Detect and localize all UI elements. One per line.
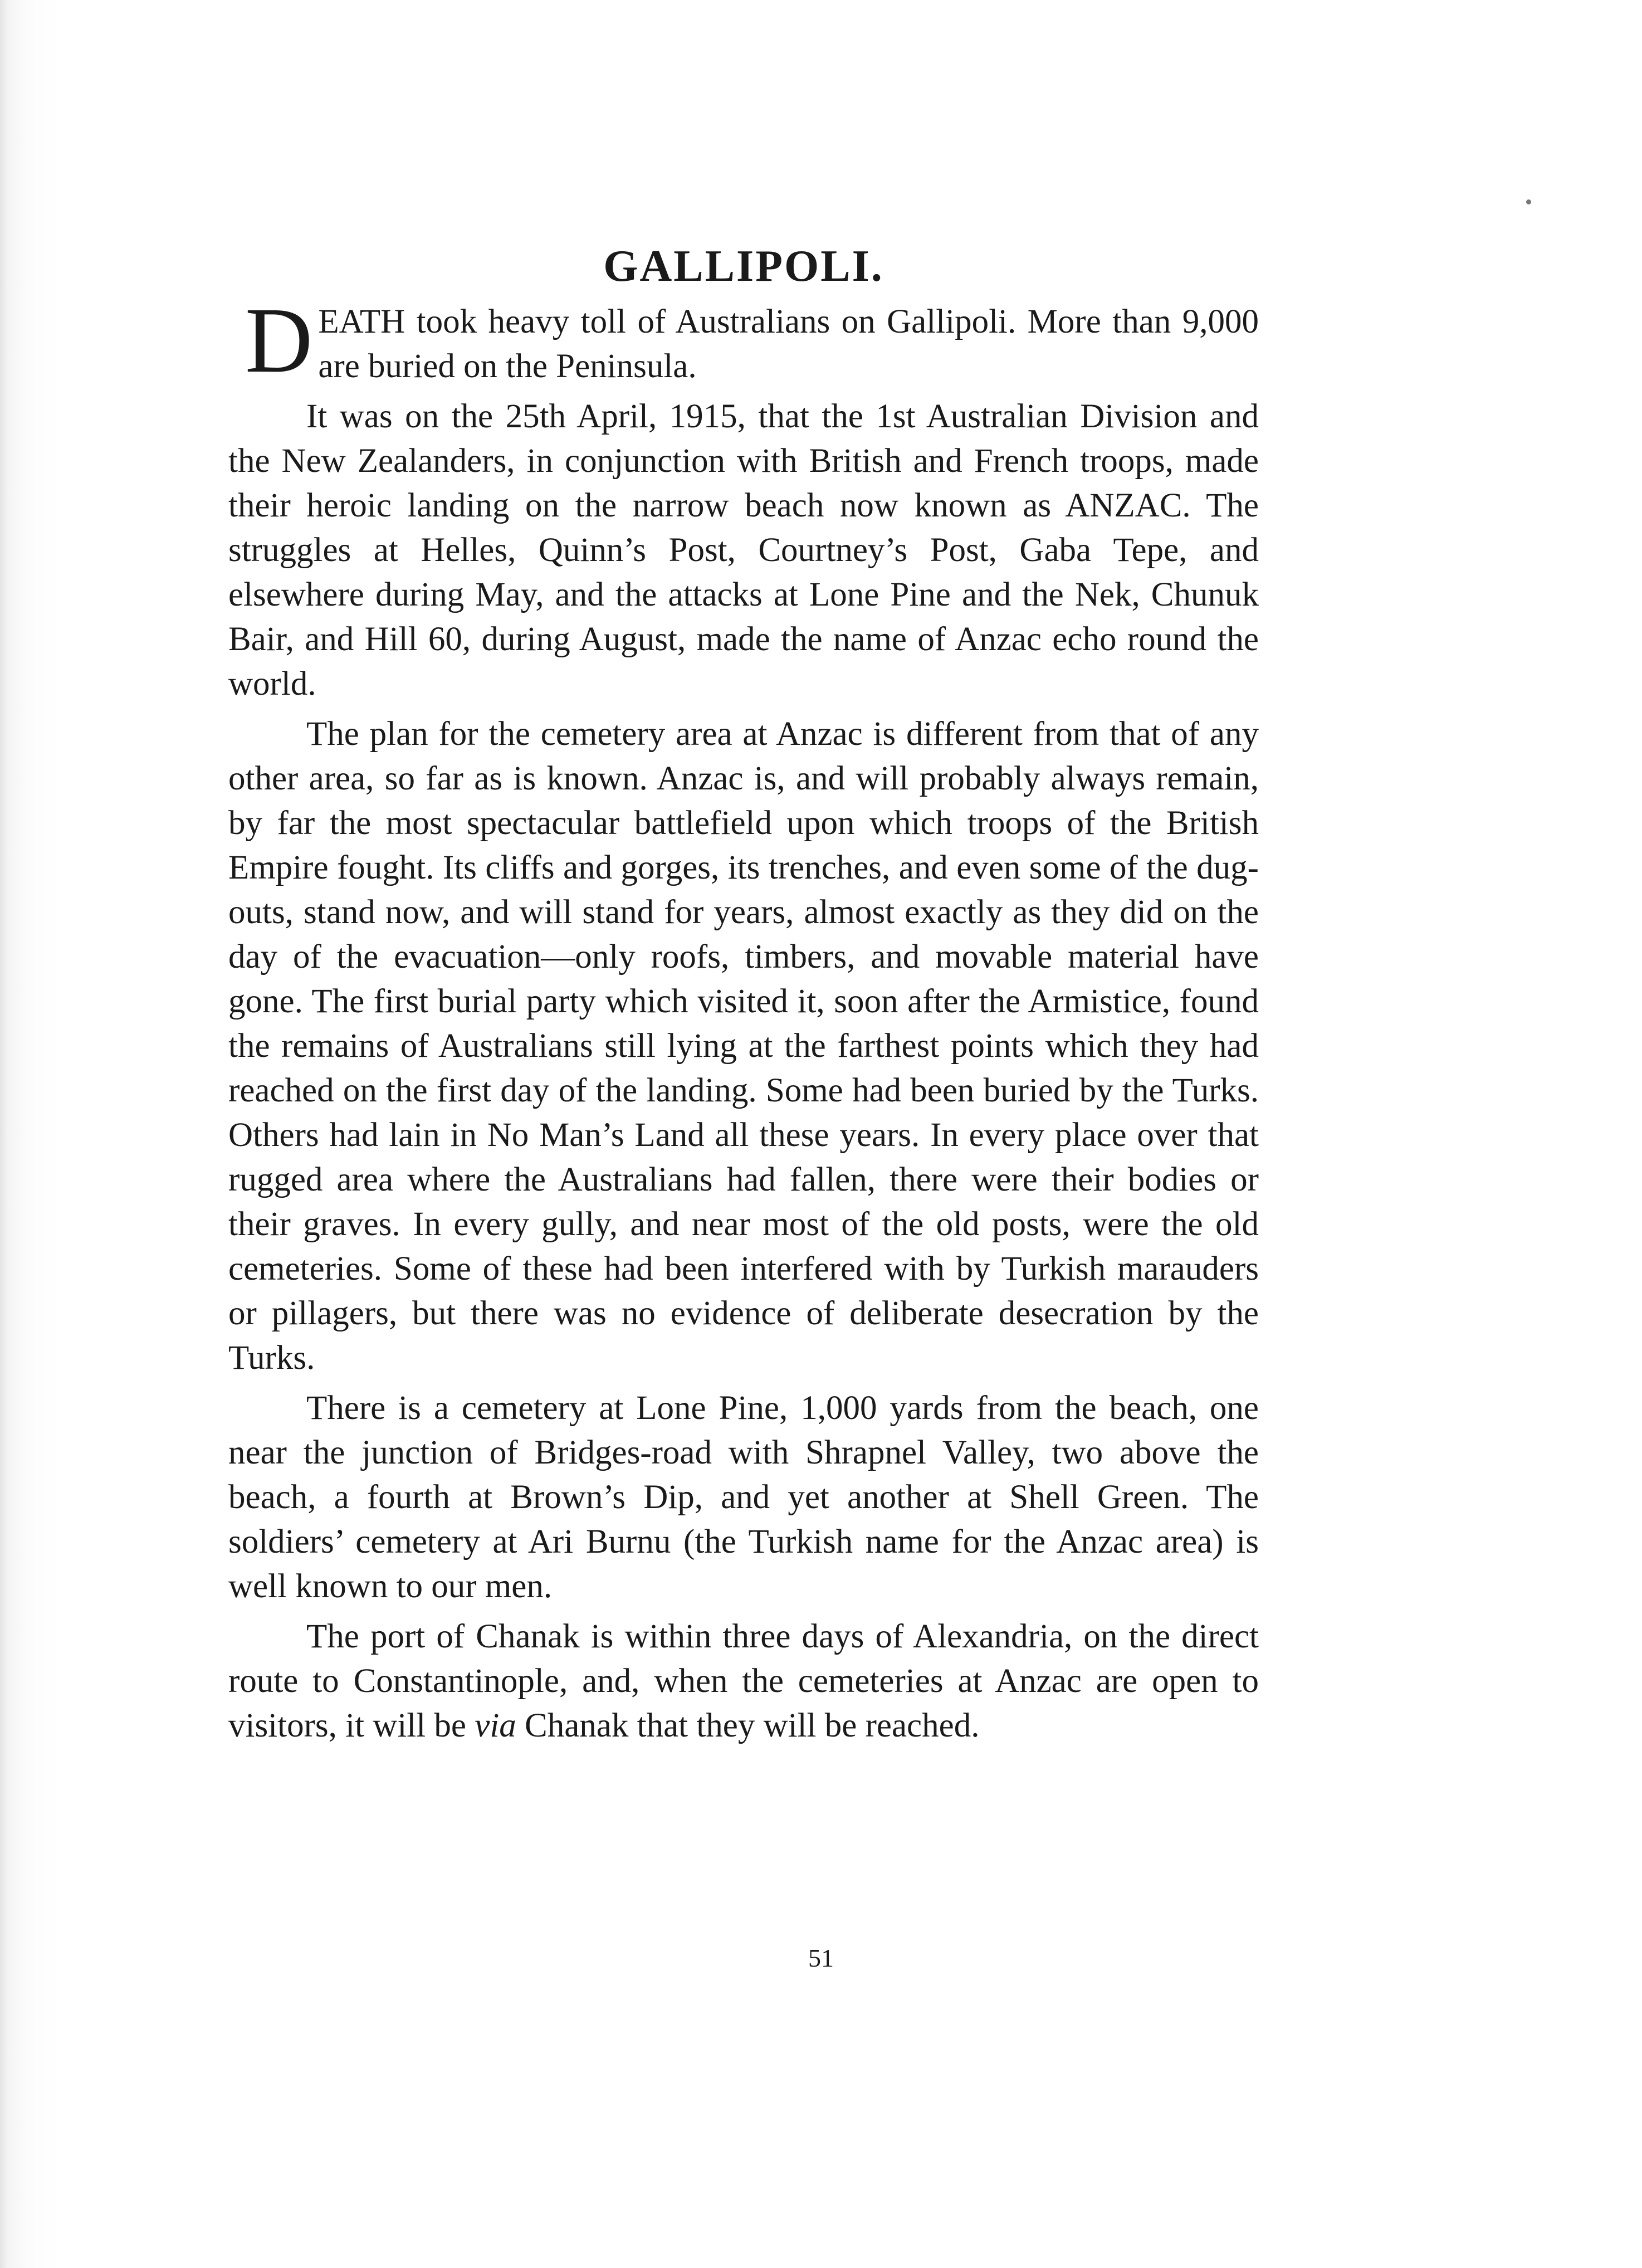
paragraph-5-text-before: The port of Chanak is within three days of Alexandria, on the direct route to Constantinople, and, when the cemeteries at Anzac are open to visitors, it will be — [228, 1618, 1259, 1744]
paragraph-1-text: EATH took heavy toll of Australians on Gallipoli. More than 9,000 are buried on the Peninsula. — [318, 303, 1259, 385]
paragraph-5-text-after: Chanak that they will be reached. — [516, 1707, 980, 1744]
page-number: 51 — [808, 1944, 834, 1972]
paragraph-2: It was on the 25th April, 1915, that the 1st Australian Division and the New Zealanders, in conjunction with British and French troops, made their heroic landing on the narrow beach now known as ANZAC. The struggles at Helles, Quinn’s Post, Courtney’s Post, Gaba Tepe, and elsewhere during May, and the attacks at Lone Pine and the Nek, Chunuk Bair, and Hill 60, during August, made the name of Anzac echo round the world. — [228, 398, 1259, 703]
article — [228, 240, 1259, 1754]
paragraph-5-emphasis: via — [475, 1707, 516, 1744]
paragraph-1 — [228, 289, 1259, 392]
paper-speck — [1526, 199, 1531, 204]
page-title: GALLIPOLI. — [603, 242, 884, 291]
paragraph-5 — [228, 1615, 1259, 1748]
paragraph-3: The plan for the cemetery area at Anzac is different from that of any other area, so far as is known. Anzac is, and will probably always remain, by far the most spectacular battlefield upon which troops of the British Empire fought. Its cliffs and gorges, its trenches, and even some of the dug-outs, stand now, and will stand for years, almost exactly as they did on the day of the evacuation—only roofs, timbers, and movable material have gone. The first burial party which visited it, soon after the Armistice, found the remains of Australians still lying at the farthest points which they had reached on the first day of the landing. Some had been buried by the Turks. Others had lain in No Man’s Land all these years. In every place over that rugged area where the Australians had fallen, there were their bodies or their graves. In every gully, and near most of the old posts, were the old cemeteries. Some of these had been interfered with by Turkish marauders or pillagers, but there was no evidence of deliberate desecration by the Turks. — [228, 715, 1259, 1377]
drop-cap: D — [245, 289, 313, 392]
paragraph-4: There is a cemetery at Lone Pine, 1,000 yards from the beach, one near the junction of Bridges-road with Shrapnel Valley, two above the beach, a fourth at Brown’s Dip, and yet another at Shell Green. The soldiers’ cemetery at Ari Burnu (the Turkish name for the Anzac area) is well known to our men. — [228, 1389, 1259, 1605]
